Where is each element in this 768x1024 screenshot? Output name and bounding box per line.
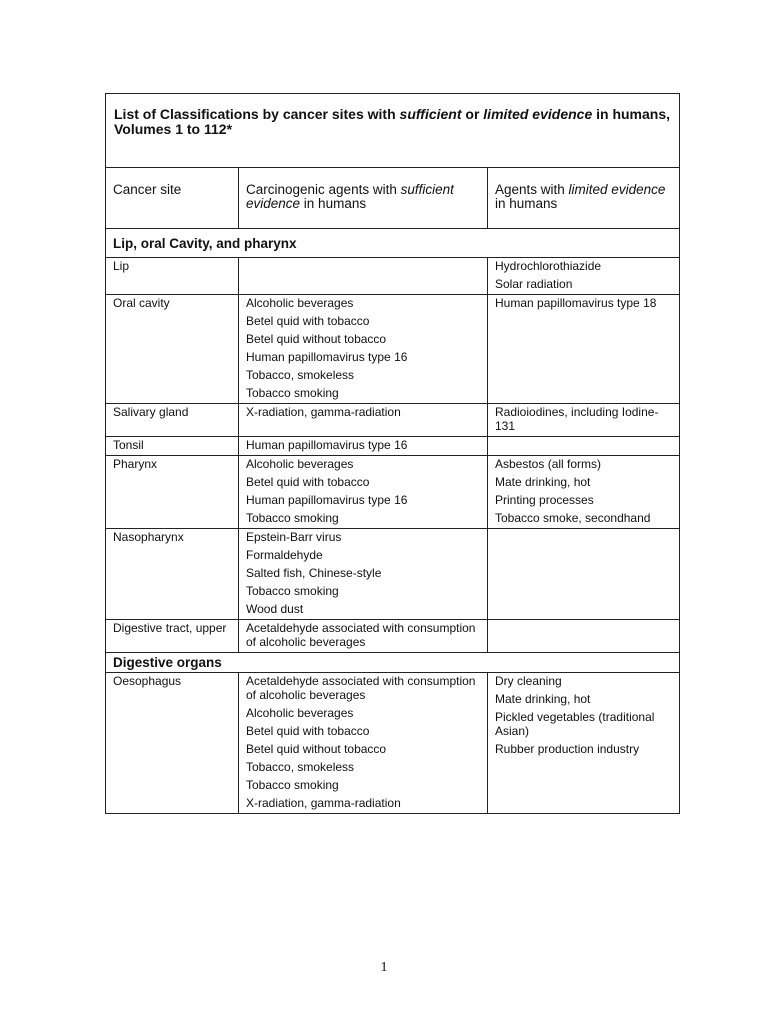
limited-agents-cell-content (488, 404, 679, 436)
classification-table (105, 93, 680, 814)
header-cancer-site-label: Cancer site (113, 182, 182, 197)
limited-agents-cell (488, 456, 680, 529)
cancer-site: Lip (113, 259, 130, 273)
sufficient-agent: Alcoholic beverages (246, 706, 354, 720)
cancer-site: Pharynx (113, 457, 158, 471)
sufficient-agent: Acetaldehyde associated with consumption of alcoholic beverages (246, 674, 476, 702)
limited-agent: Tobacco smoke, secondhand (495, 511, 651, 525)
sufficient-agents-cell (239, 456, 488, 529)
sufficient-agents-cell-content (239, 404, 487, 422)
sufficient-agents-cell (239, 258, 488, 295)
header-limited (488, 168, 680, 229)
sufficient-agents-cell (239, 673, 488, 814)
cancer-site: Salivary gland (113, 405, 189, 419)
sufficient-agent: X-radiation, gamma-radiation (246, 796, 401, 810)
table-row (106, 258, 680, 295)
sufficient-agents-cell-content (239, 620, 487, 652)
limited-agent: Solar radiation (495, 277, 573, 291)
table-row (106, 620, 680, 653)
header-limited-label (488, 168, 679, 211)
title-text-1: List of Classifications by cancer sites with (114, 106, 400, 122)
cancer-site-cell (106, 529, 239, 620)
limited-agents-cell-content (488, 437, 679, 441)
sufficient-agents-cell (239, 437, 488, 456)
limited-agents-cell-content (488, 529, 679, 533)
sufficient-agent: Tobacco, smokeless (246, 368, 355, 382)
limited-agents-cell (488, 295, 680, 404)
limited-agent: Mate drinking, hot (495, 692, 591, 706)
header-sufficient-text-1: Carcinogenic agents with (246, 182, 401, 197)
sufficient-agent: Tobacco smoking (246, 584, 339, 598)
limited-agent: Mate drinking, hot (495, 475, 591, 489)
title-emphasis-2: limited evidence (483, 106, 593, 122)
header-row (106, 168, 680, 229)
header-sufficient (239, 168, 488, 229)
cancer-site-cell (106, 258, 239, 295)
cancer-site-cell (106, 404, 239, 437)
sufficient-agents-cell (239, 404, 488, 437)
title-text-2: or (461, 106, 484, 122)
limited-agent: Radioiodines, including Iodine-131 (495, 405, 659, 433)
cancer-site: Nasopharynx (113, 530, 184, 544)
sufficient-agent: Wood dust (246, 602, 304, 616)
sufficient-agents-cell-content (239, 437, 487, 455)
limited-agent: Dry cleaning (495, 674, 562, 688)
header-limited-emphasis: limited evidence (568, 182, 666, 197)
limited-agents-cell (488, 258, 680, 295)
sufficient-agents-cell-content (239, 456, 487, 528)
limited-agent: Asbestos (all forms) (495, 457, 602, 471)
cancer-site: Oral cavity (113, 296, 170, 310)
sufficient-agent: Tobacco smoking (246, 778, 339, 792)
header-sufficient-emphasis: sufficient evidence (246, 182, 454, 211)
sufficient-agent: Acetaldehyde associated with consumption of alcoholic beverages (246, 621, 476, 649)
table-row (106, 437, 680, 456)
limited-agents-cell (488, 620, 680, 653)
header-cancer-site (106, 168, 239, 229)
sufficient-agent: Tobacco, smokeless (246, 760, 355, 774)
sufficient-agent: Betel quid with tobacco (246, 314, 370, 328)
section-cell (106, 229, 680, 258)
cancer-site-cell (106, 437, 239, 456)
section-row (106, 229, 680, 258)
cancer-site: Oesophagus (113, 674, 182, 688)
limited-agents-cell (488, 529, 680, 620)
table-row (106, 404, 680, 437)
sufficient-agents-cell (239, 529, 488, 620)
sufficient-agents-cell (239, 620, 488, 653)
limited-agents-cell-content (488, 295, 679, 313)
section-row (106, 653, 680, 673)
limited-agent: Human papillomavirus type 18 (495, 296, 657, 310)
sufficient-agent: Betel quid without tobacco (246, 332, 387, 346)
sufficient-agent: Formaldehyde (246, 548, 323, 562)
sufficient-agent: Tobacco smoking (246, 511, 339, 525)
table-row (106, 529, 680, 620)
title-emphasis-1: sufficient (399, 106, 462, 122)
limited-agent: Printing processes (495, 493, 594, 507)
sufficient-agents-cell (239, 295, 488, 404)
limited-agents-cell-content (488, 456, 679, 528)
section-cell (106, 653, 680, 673)
sufficient-agents-cell-content (239, 673, 487, 813)
sufficient-agents-cell-content (239, 529, 487, 619)
sufficient-agent: Salted fish, Chinese-style (246, 566, 382, 580)
cancer-site-cell (106, 295, 239, 404)
limited-agents-cell (488, 404, 680, 437)
limited-agents-cell (488, 673, 680, 814)
table-row (106, 456, 680, 529)
page-number: 1 (380, 960, 388, 975)
cancer-site: Digestive tract, upper (113, 621, 227, 635)
sufficient-agent: Human papillomavirus type 16 (246, 493, 408, 507)
header-limited-text-1: Agents with (495, 182, 569, 197)
header-limited-text-2: in humans (495, 196, 558, 211)
sufficient-agent: Betel quid with tobacco (246, 475, 370, 489)
table-row (106, 295, 680, 404)
cancer-site: Tonsil (113, 438, 144, 452)
title-text-3: in humans, Volumes 1 to 112* (114, 106, 671, 137)
sufficient-agent: Betel quid with tobacco (246, 724, 370, 738)
title-cell (106, 94, 680, 168)
limited-agent: Rubber production industry (495, 742, 640, 756)
sufficient-agents-cell-content (239, 295, 487, 403)
sufficient-agent: Tobacco smoking (246, 386, 339, 400)
cancer-site-cell (106, 620, 239, 653)
limited-agents-cell (488, 437, 680, 456)
cancer-site-cell (106, 673, 239, 814)
sufficient-agent: Human papillomavirus type 16 (246, 350, 408, 364)
table-title (114, 107, 671, 137)
sufficient-agent: Alcoholic beverages (246, 296, 354, 310)
limited-agents-cell-content (488, 620, 679, 624)
limited-agents-cell-content (488, 258, 679, 294)
section-title: Digestive organs (113, 655, 222, 670)
sufficient-agent: X-radiation, gamma-radiation (246, 405, 401, 419)
limited-agent: Hydrochlorothiazide (495, 259, 602, 273)
sufficient-agents-cell-content (239, 258, 487, 262)
header-sufficient-text-2: in humans (300, 196, 367, 211)
sufficient-agent: Alcoholic beverages (246, 457, 354, 471)
limited-agents-cell-content (488, 673, 679, 759)
limited-agent: Pickled vegetables (traditional Asian) (495, 710, 655, 738)
sufficient-agent: Betel quid without tobacco (246, 742, 387, 756)
section-title: Lip, oral Cavity, and pharynx (113, 236, 297, 251)
sufficient-agent: Human papillomavirus type 16 (246, 438, 408, 452)
cancer-site-cell (106, 456, 239, 529)
header-sufficient-label (239, 168, 487, 211)
sufficient-agent: Epstein-Barr virus (246, 530, 342, 544)
table-row (106, 673, 680, 814)
title-row (106, 94, 680, 168)
